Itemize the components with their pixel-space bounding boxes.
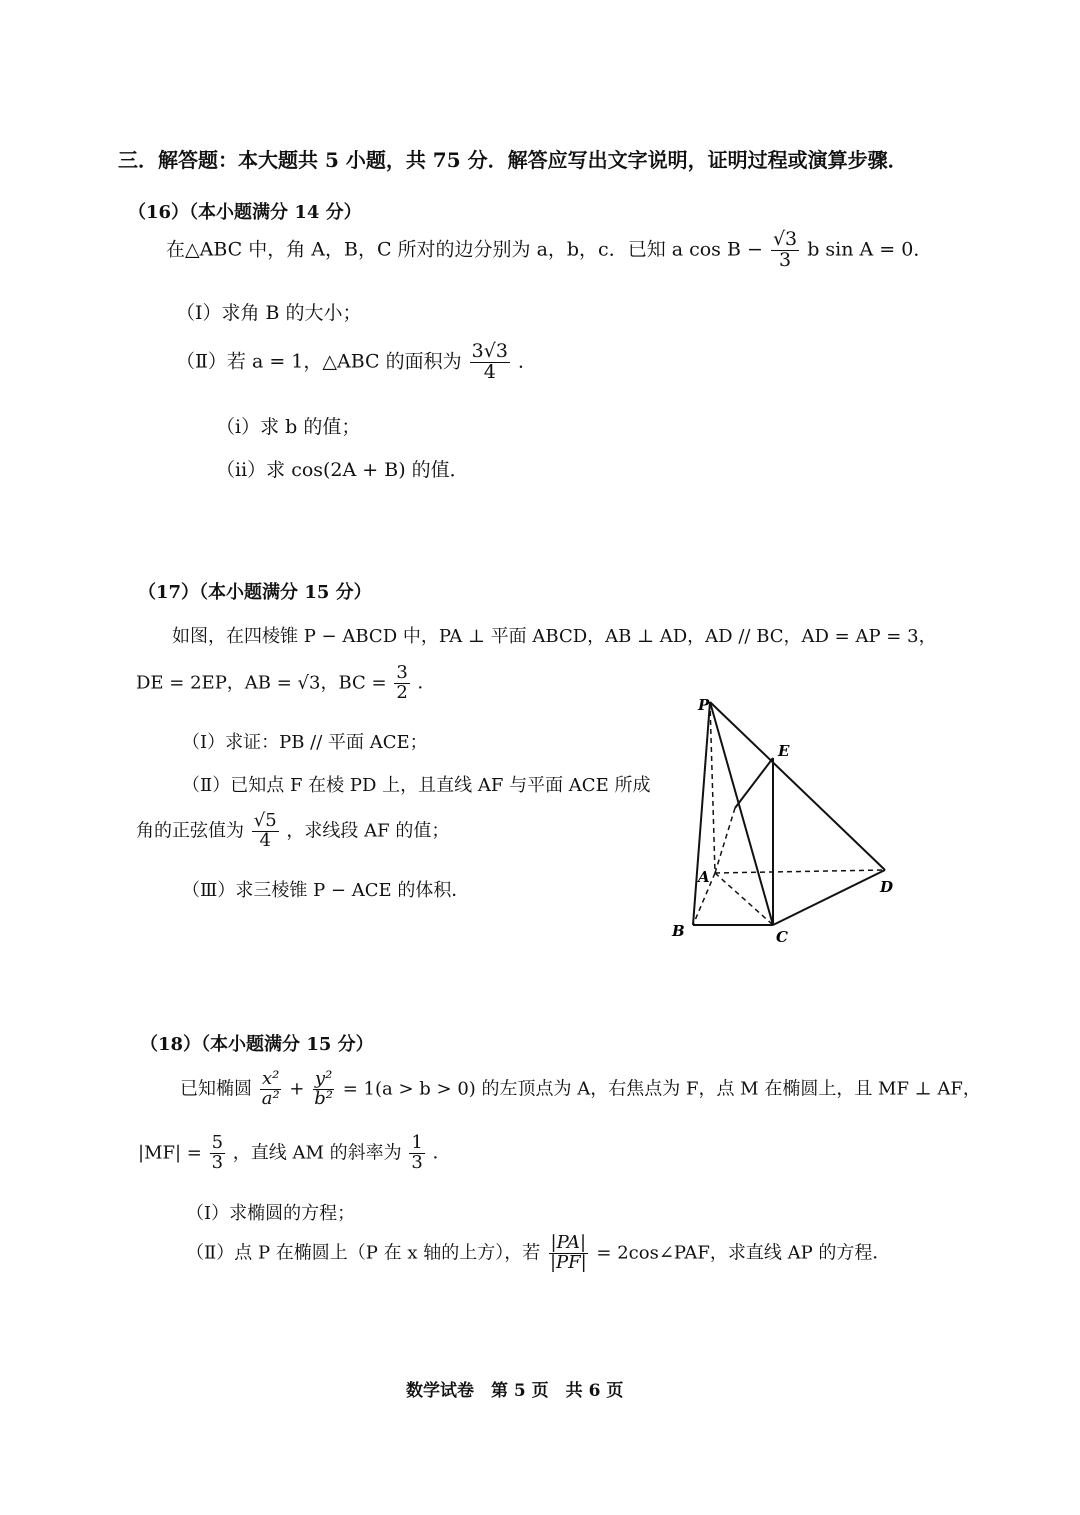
label-E: E xyxy=(778,742,790,760)
q17-line2-suffix: ． xyxy=(417,672,436,694)
q16-stem-frac-num: √3 xyxy=(772,228,798,250)
page-footer: 数学试卷 第 5 页 共 6 页 xyxy=(406,1381,624,1401)
edge-AD-hidden xyxy=(715,870,885,873)
q18-part2-fraction xyxy=(548,1234,589,1273)
q18-line2-fraction1 xyxy=(210,1134,225,1173)
q17-line1: 如图，在四棱锥 P − ABCD 中，PA ⊥ 平面 ABCD，AB ⊥ AD，AD // BC，AD = AP = 3， xyxy=(172,626,937,647)
q16-part2-suffix: ． xyxy=(518,350,538,373)
q16-sub2: （ⅱ）求 cos(2A + B) 的值． xyxy=(216,459,469,481)
q18-line2-suffix: ． xyxy=(432,1142,451,1164)
label-P: P xyxy=(698,696,710,714)
q18-line2-frac2-den: 3 xyxy=(411,1151,423,1173)
edge-AC-hidden xyxy=(715,873,773,925)
q18-f2-num: y² xyxy=(314,1068,333,1089)
q16-part2-prefix: （Ⅱ）若 a = 1，△ABC 的面积为 xyxy=(176,350,462,373)
q18-line1-suffix: = 1(a > b > 0) 的左顶点为 A，右焦点为 F，点 M 在椭圆上，且 MF ⊥ AF， xyxy=(342,1078,981,1100)
q17-part3: （Ⅲ）求三棱锥 P − ACE 的体积． xyxy=(182,880,470,901)
q18-fraction-y xyxy=(312,1070,335,1109)
q17-line2-frac-num: 3 xyxy=(396,662,408,683)
q18-line2-mid: ，直线 AM 的斜率为 xyxy=(232,1142,402,1164)
q17-line2-frac-den: 2 xyxy=(396,681,408,703)
q18-f1-num: x² xyxy=(262,1068,280,1089)
q18-line2 xyxy=(138,1134,451,1173)
q16-sub1: （ⅰ）求 b 的值； xyxy=(216,416,361,438)
q16-stem-suffix: b sin A = 0． xyxy=(807,238,933,261)
q18-line2-frac1-num: 5 xyxy=(211,1132,224,1153)
q16-part2-frac-num: 3√3 xyxy=(471,340,508,362)
label-D: D xyxy=(880,878,894,896)
q18-line2-frac2-num: 1 xyxy=(411,1132,423,1153)
q16-stem-frac-den: 3 xyxy=(779,248,792,271)
q16-part2-fraction xyxy=(470,342,510,383)
q17-line2-fraction xyxy=(394,664,409,703)
q18-line1-prefix: 已知椭圆 xyxy=(180,1078,252,1100)
label-C: C xyxy=(776,928,788,946)
q18-line2-fraction2 xyxy=(409,1134,424,1173)
q18-line2-frac1-den: 3 xyxy=(211,1151,224,1173)
q17-part2-frac-num: √5 xyxy=(253,810,277,831)
q18-plus: + xyxy=(289,1078,305,1100)
q17-title: （17）（本小题满分 15 分） xyxy=(138,582,372,603)
segment-E-mid xyxy=(735,758,773,808)
q17-part2-line2 xyxy=(136,812,449,851)
q18-line2-prefix: |MF| = xyxy=(138,1142,202,1164)
q18-part2-prefix: （Ⅱ）点 P 在椭圆上（P 在 x 轴的上方），若 xyxy=(186,1242,541,1264)
section-heading: 三．解答题：本大题共 5 小题，共 75 分．解答应写出文字说明，证明过程或演算步骤． xyxy=(118,148,908,172)
edge-PD xyxy=(710,702,885,870)
q16-part1: （Ⅰ）求角 B 的大小； xyxy=(176,302,362,324)
q16-stem-prefix: 在△ABC 中，角 A，B，C 所对的边分别为 a，b，c．已知 a cos B − xyxy=(166,238,763,261)
edge-PC xyxy=(710,702,773,925)
label-A: A xyxy=(698,868,710,886)
q17-part2-fraction xyxy=(252,812,279,851)
label-B: B xyxy=(672,922,685,940)
edge-CD xyxy=(773,870,885,925)
edge-PA-hidden xyxy=(710,702,715,873)
q16-part2 xyxy=(176,342,537,383)
q18-part2-frac-den: |PF| xyxy=(549,1251,587,1273)
q18-f1-den: a² xyxy=(261,1087,280,1109)
q17-line2-prefix: DE = 2EP，AB = √3，BC = xyxy=(136,672,387,694)
q18-part2 xyxy=(186,1234,890,1273)
q17-part2-line2-prefix: 角的正弦值为 xyxy=(136,820,244,842)
q16-stem-fraction xyxy=(771,230,799,271)
q16-title: （16）（本小题满分 14 分） xyxy=(128,202,362,223)
q16-part2-frac-den: 4 xyxy=(483,360,496,383)
q17-part2-line1: （Ⅱ）已知点 F 在棱 PD 上，且直线 AF 与平面 ACE 所成 xyxy=(182,775,651,796)
segment-AE-hidden xyxy=(715,808,735,873)
q17-line2 xyxy=(136,664,436,703)
q18-fraction-x xyxy=(260,1070,282,1109)
q18-part1: （Ⅰ）求椭圆的方程； xyxy=(186,1203,356,1224)
q16-stem xyxy=(166,230,932,271)
q18-f2-den: b² xyxy=(314,1087,333,1109)
q18-part2-frac-num: |PA| xyxy=(550,1232,587,1253)
pyramid-figure xyxy=(660,690,910,950)
q18-line1 xyxy=(180,1070,981,1109)
q18-title: （18）（本小题满分 15 分） xyxy=(140,1034,374,1055)
q17-part2-frac-den: 4 xyxy=(259,829,271,851)
q18-part2-suffix: = 2cos∠PAF，求直线 AP 的方程． xyxy=(596,1242,891,1264)
q17-part1: （Ⅰ）求证：PB // 平面 ACE； xyxy=(182,732,428,753)
q17-part2-line2-suffix: ，求线段 AF 的值； xyxy=(286,820,450,842)
